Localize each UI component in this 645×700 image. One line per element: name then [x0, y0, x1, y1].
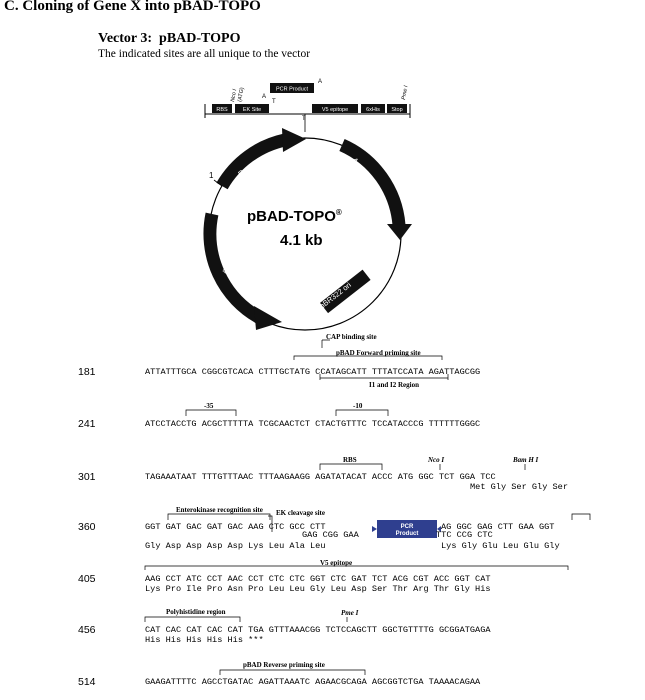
seq-pcr-label-1: PCR	[400, 524, 414, 530]
line-number: 405	[78, 573, 96, 585]
pcr-product-label: PCR Product	[275, 86, 309, 93]
line-number: 456	[78, 624, 96, 636]
ampicillin-arrow-head	[387, 224, 412, 240]
minus35-label: -35	[204, 402, 214, 410]
line-number: 360	[78, 521, 96, 533]
rbs-label: RBS	[216, 107, 228, 113]
polyhis-label: Polyhistidine region	[166, 608, 226, 616]
minus10-label: -10	[353, 402, 363, 410]
sequence-line: GAAGATTTTC AGCCTGATAC AGATTAAATC AGAACGCAGA AGCGGTCTGA TAAAACAGAA	[145, 677, 481, 687]
ek-cleavage-label: EK cleavage site	[276, 509, 325, 517]
plasmid-size: 4.1 kb	[280, 232, 323, 249]
sequence-line: GGT GAT GAC GAT GAC AAG CTC GCC CTT	[145, 522, 326, 532]
sequence-line: AAG CCT ATC CCT AAC CCT CTC CTC GGT CTC GAT TCT ACG CGT ACC GGT CAT	[145, 574, 491, 584]
rbs-seq-label: RBS	[343, 456, 357, 464]
line-number: 301	[78, 471, 96, 483]
i1-i2-label: I1 and I2 Region	[369, 381, 419, 389]
line-number: 514	[78, 676, 96, 688]
stop-label: Stop	[391, 107, 403, 113]
ori-label: pBR322 ori	[317, 280, 353, 311]
sequence-line-complement: GAG CGG GAA	[302, 530, 359, 540]
bam-seq-label: Bam H I	[513, 456, 539, 464]
t-overhang-top: T	[272, 99, 276, 105]
ampicillin-label: Ampicillin	[349, 155, 379, 191]
cloning-cassette	[205, 79, 410, 132]
plasmid-name: pBAD-TOPO®	[247, 208, 342, 225]
atg-label: (ATG)	[237, 86, 246, 103]
sequence-line: TAGAAATAAT TTTGTTTAAC TTTAAGAAGG AGATATACAT ACCC ATG GGC TCT GGA TCC	[145, 472, 496, 482]
sequence-line: AG GGC GAG CTT GAA GGT	[441, 522, 555, 532]
pbad-forward-label: pBAD Forward priming site	[336, 349, 421, 357]
pbad-reverse-label: pBAD Reverse priming site	[243, 661, 325, 669]
a-overhang-left: A	[262, 94, 267, 100]
amino-acid-line: Met Gly Ser Gly Ser	[470, 482, 568, 492]
amino-acid-line: Lys Pro Ile Pro Asn Pro Leu Leu Gly Leu Asp Ser Thr Arg Thr Gly His	[145, 584, 491, 594]
line-number: 181	[78, 366, 96, 378]
vector-title: Vector 3: pBAD-TOPO	[98, 31, 241, 46]
vector-subtitle: The indicated sites are all unique to the vector	[98, 48, 311, 60]
nco-seq-label: Nco I	[428, 456, 445, 464]
pme-site-label: Pme I	[401, 85, 410, 101]
nco-site-label: Nco I	[230, 88, 239, 103]
section-title: C. Cloning of Gene X into pBAD-TOPO	[4, 0, 261, 14]
cap-binding-label: CAP binding site	[326, 333, 377, 341]
pbad-arrow-body	[222, 140, 285, 186]
amino-acid-line: His His His His His ***	[145, 635, 264, 645]
his-label: 6xHis	[366, 107, 380, 113]
sequence-line-complement: TTC CCG CTC	[436, 530, 493, 540]
line-number: 241	[78, 418, 96, 430]
v5-seq-label: V5 epitope	[320, 559, 353, 567]
arac-arrow-body	[210, 214, 260, 318]
amino-acid-line: Lys Gly Glu Leu Glu Gly	[441, 541, 560, 551]
pbad-label: $P_{BAD}$	[236, 165, 256, 179]
enterokinase-label: Enterokinase recognition site	[176, 506, 263, 514]
sequence-line: ATCCTACCTG ACGCTTTTTA TCGCAACTCT CTACTGTTTC TCCATACCCG TTTTTTGGGC	[145, 419, 481, 429]
sequence-line: ATTATTTGCA CGGCGTCACA CTTTGCTATG CCATAGCATT TTTATCCATA AGATTAGCGG	[145, 367, 481, 377]
seq-pcr-label-2: Product	[395, 531, 419, 537]
amino-acid-line: Gly Asp Asp Asp Asp Lys Leu Ala Leu	[145, 541, 326, 551]
t-overhang-bottom: T	[302, 116, 306, 122]
origin-marker: 1	[209, 171, 214, 180]
v5-label: V5 epitope	[321, 107, 349, 113]
pme-seq-label: Pme I	[341, 609, 359, 617]
a-overhang-top: A	[318, 79, 323, 85]
arac-label: araC	[219, 255, 236, 275]
sequence-line: CAT CAC CAT CAC CAT TGA GTTTAAACGG TCTCCAGCTT GGCTGTTTTG GCGGATGAGA	[145, 625, 491, 635]
pbad-arrow-head	[282, 128, 306, 152]
ek-site-label: EK Site	[242, 107, 262, 113]
